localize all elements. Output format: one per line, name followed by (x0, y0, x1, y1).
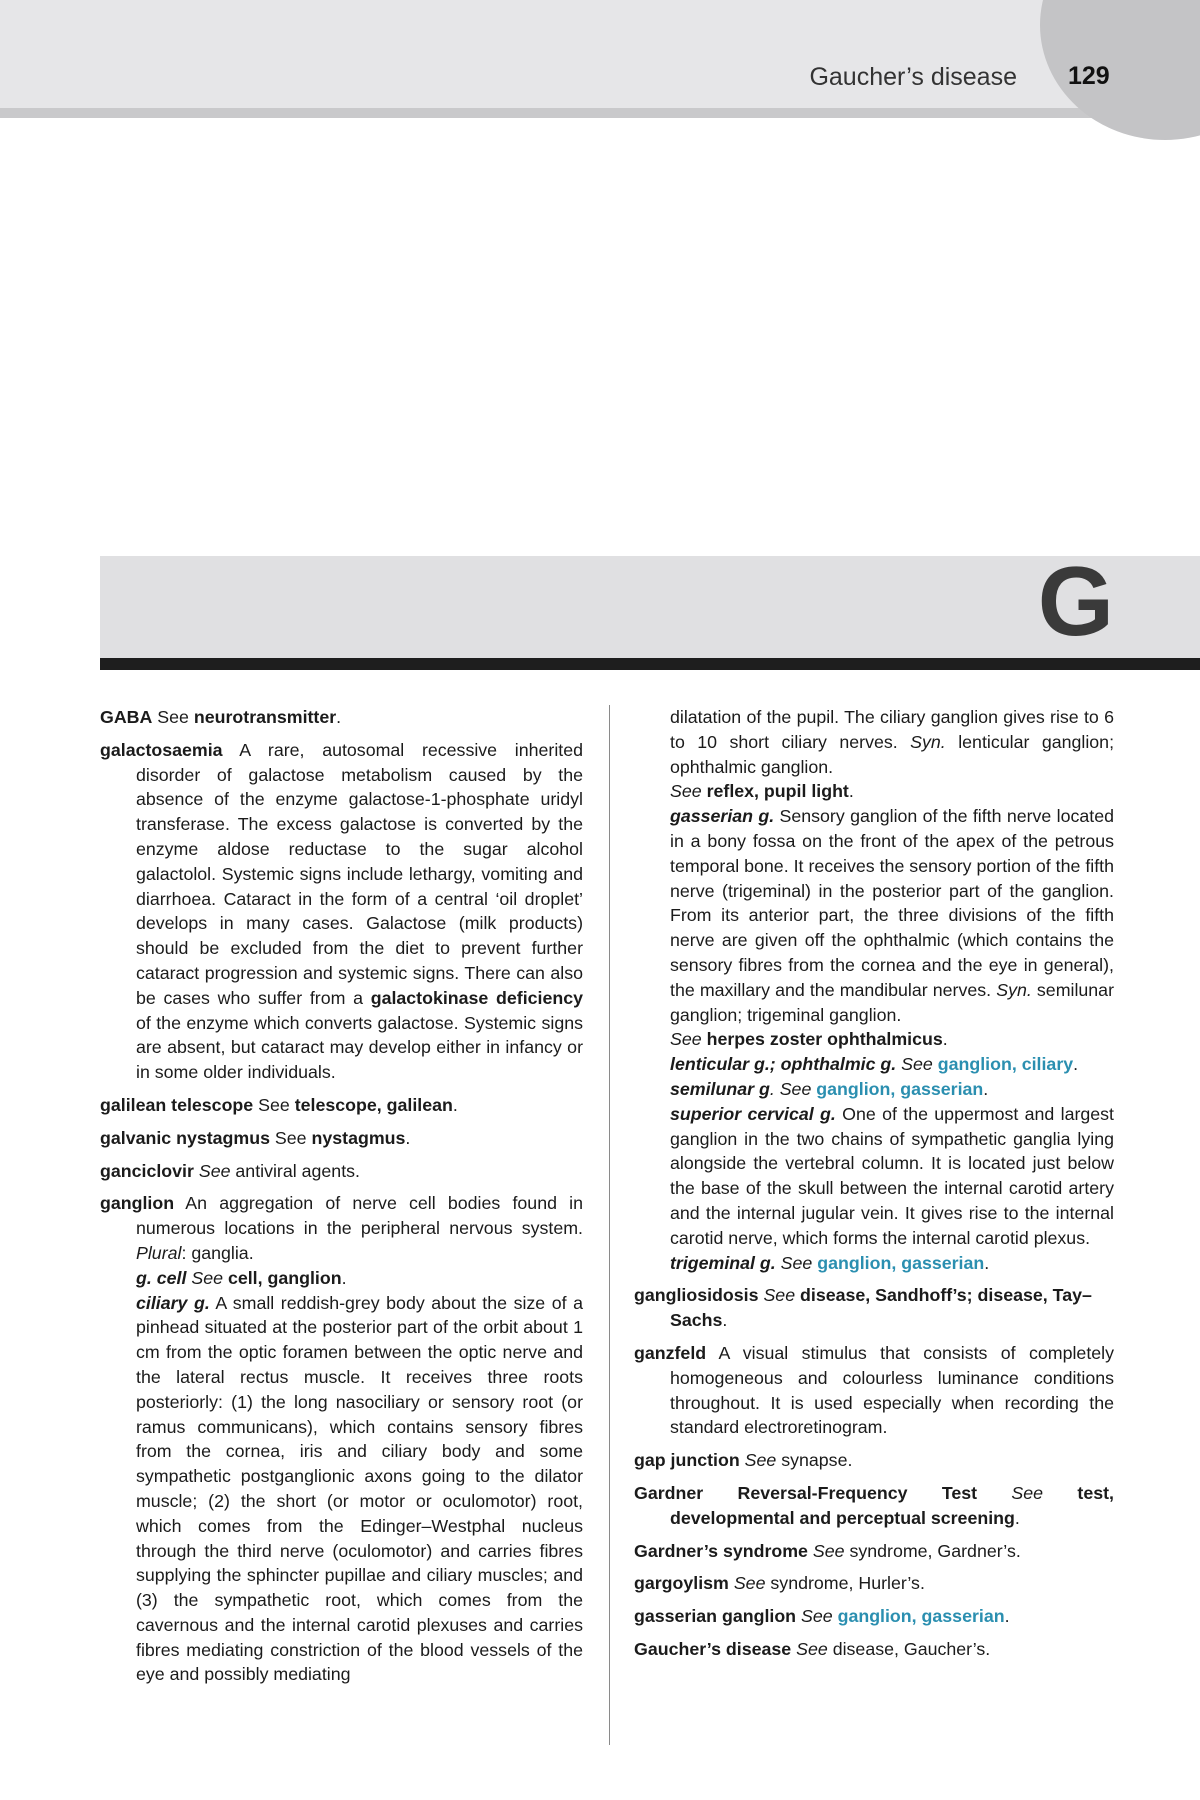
cross-reference: antiviral agents (235, 1160, 356, 1181)
header-band (0, 0, 1200, 110)
right-column (634, 705, 1114, 1670)
entry-gap-junction: gap junction See synapse. (634, 1450, 853, 1471)
cross-reference: neurotransmitter (193, 707, 337, 727)
headword: ganglion (100, 1193, 175, 1214)
headword: galactosaemia (100, 739, 223, 760)
subentry-gasserian-ganglion: gasserian g. Sensory ganglion of the fifth nerve located in a bony fossa on the front of the apex of the petrous temporal bone. It receives the sensory portion of the fifth nerve (trigeminal) in the posterior part of the ganglion. From its anterior part, the three divisions of the fifth nerve are given off the ophthalmic (which contains the sensory fibres from the cornea and the eye in general), the maxillary and the mandibular nerves. Syn. semilunar ganglion; trigeminal ganglion. (670, 806, 1114, 1025)
headword: ganciclovir (100, 1160, 194, 1181)
cross-reference: disease, Sandhoff’s; disease, Tay–Sachs (670, 1285, 1092, 1331)
headword: Gaucher’s disease (634, 1638, 792, 1659)
sub-headword: trigeminal g. (670, 1252, 776, 1273)
headword: Gardner’s syndrome (634, 1540, 808, 1561)
page-number-tab (1040, 0, 1200, 140)
subentry-trigeminal-ganglion: trigeminal g. See ganglion, gasserian. (670, 1252, 990, 1273)
cross-reference: synapse (781, 1450, 848, 1471)
sub-headword: gasserian g. (670, 806, 775, 827)
entry-gardner-test: Gardner Reversal-Frequency Test See test, developmental and perceptual screening. (634, 1482, 1114, 1528)
cross-reference: herpes zoster ophthalmicus (706, 1029, 943, 1050)
see-herpes-zoster: See herpes zoster ophthalmicus. (670, 1029, 948, 1050)
subentry-lenticular-ganglion: lenticular g.; ophthalmic g. See ganglion, ciliary. (670, 1054, 1079, 1075)
headword: Gardner Reversal-Frequency Test (634, 1482, 978, 1503)
ciliary-continuation: dilatation of the pupil. The ciliary ganglion gives rise to 6 to 10 short ciliary nerves. Syn. lenticular ganglion; ophthalmic ganglion. (670, 707, 1115, 777)
headword: gargoylism (634, 1573, 729, 1594)
headword: GABA (100, 707, 153, 727)
entry-ganglion: ganglion An aggregation of nerve cell bodies found in numerous locations in the peripheral nervous system. Plural: ganglia. (100, 1193, 583, 1263)
headword: ganzfeld (634, 1342, 707, 1363)
headword: gangliosidosis (634, 1285, 759, 1306)
bold-term: galactokinase deficiency (370, 987, 583, 1008)
subentry-ganglion-cell: g. cell See cell, ganglion. (136, 1267, 347, 1288)
entry-gaba: GABA See neurotransmitter. (100, 707, 342, 727)
entry-gardners-syndrome: Gardner’s syndrome See syndrome, Gardner’s. (634, 1540, 1021, 1561)
sub-headword: g. cell (136, 1267, 187, 1288)
cross-reference: syndrome, Hurler’s (770, 1573, 920, 1594)
headword: gap junction (634, 1450, 740, 1471)
cross-reference: reflex, pupil light (706, 781, 849, 802)
sub-headword: superior cervical g. (670, 1103, 836, 1124)
section-letter: G (1037, 546, 1114, 656)
headword: gasserian ganglion (634, 1606, 797, 1627)
cross-reference: test, developmental and perceptual screening (670, 1482, 1114, 1528)
entry-ganzfeld: ganzfeld A visual stimulus that consists of completely homogeneous and colourless luminance conditions throughout. It is used especially when recording the standard electroretinogram. (634, 1342, 1114, 1438)
subentry-superior-cervical-ganglion: superior cervical g. One of the uppermost and largest ganglion in the two chains of sympathetic ganglia lying alongside the vertebral column. It is located just below the base of the skull between the internal carotid artery and the internal jugular vein. It gives rise to the internal carotid nerve, which forms the internal carotid plexus. (670, 1103, 1114, 1248)
sub-headword: lenticular g.; ophthalmic g. (670, 1054, 897, 1075)
header-rule (0, 108, 1200, 118)
subentry-semilunar-ganglion: semilunar g. See ganglion, gasserian. (670, 1078, 989, 1099)
headword: galilean telescope (100, 1094, 254, 1115)
entry-galilean-telescope: galilean telescope See telescope, galilean. (100, 1094, 458, 1115)
entry-gasserian-ganglion: gasserian ganglion See ganglion, gasserian. (634, 1606, 1010, 1627)
entry-galactosaemia: galactosaemia A rare, autosomal recessive inherited disorder of galactose metabolism caused by the absence of the enzyme galactose-1-phosphate uridyl transferase. The excess galactose is converted by the enzyme aldose reductase to the sugar alcohol galactolol. Systemic signs include lethargy, vomiting and diarrhoea. Cataract in the form of a central ‘oil droplet’ develops in many cases. Galactose (milk products) should be excluded from the diet to prevent further cataract progression and systemic signs. There can also be cases who suffer from a galactokinase deficiency of the enzyme which converts galactose. Systemic signs are absent, but cataract may develop either in infancy or in some older individuals. (100, 739, 583, 1083)
cross-reference: disease, Gaucher’s (832, 1638, 986, 1659)
page-number: 129 (1068, 62, 1110, 90)
section-letter-band (100, 556, 1200, 658)
column-divider (609, 705, 610, 1745)
sub-headword: semilunar g (670, 1078, 770, 1099)
cross-reference: syndrome, Gardner’s (849, 1540, 1016, 1561)
entry-ganciclovir: ganciclovir See antiviral agents. (100, 1160, 360, 1181)
running-head: Gaucher’s disease (809, 63, 1017, 91)
subentry-ciliary-ganglion: ciliary g. A small reddish-grey body about the size of a pinhead situated at the posterior part of the orbit about 1 cm from the optic foramen between the optic nerve and the lateral rectus muscle. It receives three roots posteriorly: (1) the long nasociliary or sensory root (or ramus communicans), which contains sensory fibres from the cornea, iris and ciliary body and some sympathetic postganglionic axons going to the dilator muscle; (2) the short (or motor or oculomotor) root, which comes from the Edinger–Westphal nucleus through the third nerve (oculomotor) and carries fibres supplying the sphincter pupillae and ciliary muscles; and (3) the sympathetic root, which comes from the cavernous and the internal carotid plexuses and carries fibres mediating constriction of the blood vessels of the eye and possibly mediating (136, 1292, 584, 1685)
cross-reference: cell, ganglion (227, 1267, 342, 1288)
entry-gargoylism: gargoylism See syndrome, Hurler’s. (634, 1573, 925, 1594)
entry-galvanic-nystagmus: galvanic nystagmus See nystagmus. (100, 1127, 411, 1148)
entry-gangliosidosis: gangliosidosis See disease, Sandhoff’s; disease, Tay–Sachs. (634, 1285, 1092, 1331)
sub-headword: ciliary g. (136, 1292, 210, 1313)
left-column (100, 705, 583, 1687)
link-ganglion-gasserian[interactable]: ganglion, gasserian (837, 1606, 1005, 1627)
link-ganglion-gasserian[interactable]: ganglion, gasserian (817, 1252, 985, 1273)
headword: galvanic nystagmus (100, 1127, 270, 1148)
link-ganglion-gasserian[interactable]: ganglion, gasserian (816, 1078, 984, 1099)
section-letter-rule (100, 658, 1200, 670)
link-ganglion-ciliary[interactable]: ganglion, ciliary (937, 1054, 1074, 1075)
entry-gauchers-disease: Gaucher’s disease See disease, Gaucher’s. (634, 1638, 991, 1659)
see-pupil-light: See reflex, pupil light. (670, 781, 854, 802)
cross-reference: telescope, galilean (294, 1094, 453, 1115)
cross-reference: nystagmus (311, 1127, 406, 1148)
